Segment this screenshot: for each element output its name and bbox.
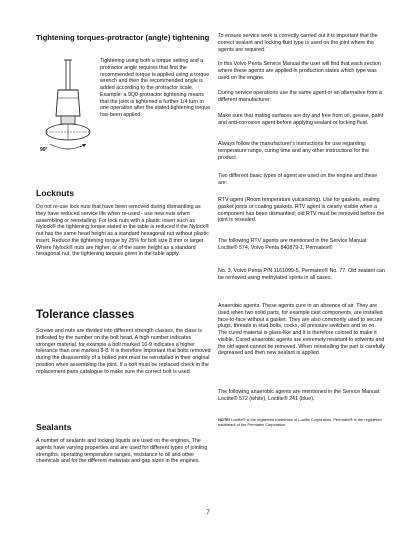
figure-angle-label: 90° (40, 147, 48, 153)
agent-types-paragraph: Two different basic types of agent are used on the engine and these are: (218, 173, 378, 186)
rtv-agents-continued-paragraph: No. 3, Volvo Penta P/N 1161099-5, Permatex® No. 77. Old sealant can be removed using methylated spirits in all cases. (218, 268, 385, 281)
page-number: 7 (206, 509, 210, 516)
torque-heading: Tightening torques-protractor (angle) tightening (36, 33, 210, 42)
note-label: NOTE! (218, 417, 231, 422)
manual-sections-paragraph: In this Volvo Penta Service Manual the user will find that each section where these agents are applied in production states which type was used on the engine. (218, 61, 381, 81)
torque-paragraph: Tightening using both a torque setting and a protractor angle requires that first the recommended torque is applied using a torque wrench and then the recommended angle is added according to the protractor scale. Example: a 9Q0 protractor tightening means that the joint is tightened a further 1/4 turn in one operation after the stated tightening torque has been applied. (100, 58, 211, 118)
rtv-agents-list-paragraph: The following RTV agents are mentioned in the Service Manual: Loctite® 574, Volvo Penta 840879-1, Permatex® (218, 238, 368, 251)
mating-surfaces-paragraph: Make sure that mating surfaces are dry and free from oil, grease, paint and anti-corrosion agent before applying sealant or locking fluid. (218, 113, 384, 126)
locknuts-paragraph: Do not re-use lock nuts that have been removed during dismantling as they have reduced service life when re-used - use new nuts when assembling or reinstalling. For lock nuts with a plastic insert such as Nylock® the tightening torque stated in the table is reduced if the Nylock® nut has the same head height as a standard hexagonal nut without plastic insert. Reduce the tightening torque by 25% for bolt size 8 mm or larger. Where Nylock® nuts are higher, or of the same height as a standard hexagonal nut, the tightening torques given in the table apply. (36, 204, 209, 258)
locknuts-heading: Locknuts (36, 188, 75, 198)
rtv-agent-paragraph: RTV agent (Room temperature vulcanizing). Use for gaskets, sealing gasket joints or coating gaskets. RTV agent is clearly visible when a component has been dismantled; old RTV must be removed before the joint is resealed. (218, 197, 385, 224)
anaerobic-agents-paragraph: Anaerobic agents. These agents cure in an absence of air. They are used when two solid parts, for example cast components, are installed face-to-face without a gasket. They are also commonly used to secure plugs, threads in stud bolts, cocks, oil pressure switches and so on. The cured material is glass-like and it is therefore colored to make it visible. Cured anaerobic agents are extremely resistant to solvents and the old agent cannot be removed. When reinstalling the part is carefully degreased and then new sealant is applied. (218, 303, 385, 357)
manufacturer-instructions-paragraph: Always follow the manufacturer's instructions for use regarding; temperature range, curing time and any other instructions for the product. (218, 141, 370, 161)
note-text: Loctite® is the registered trademark of Loctite Corporation, Permatex® is the registered trademark of the Permatex Corporation. (218, 417, 382, 427)
sealant-intro-paragraph: To ensure service work is correctly carried out it is important that the correct sealant and locking fluid type is used on the joint where the agents are required. (218, 33, 378, 53)
torque-wrench-figure (36, 58, 100, 158)
tolerance-heading: Tolerance classes (36, 309, 135, 321)
sealants-heading: Sealants (36, 422, 72, 432)
trademark-note (218, 417, 386, 427)
anaerobic-agents-list-paragraph: The following anaerobic agents are mentioned in the Service Manual: Loctite® 572 (white), Loctite® 241 (blue). (218, 389, 381, 402)
sealants-paragraph: A number of sealants and locking liquids are used on the engines. The agents have varying properties and are used for different types of jointing strengths, operating temperature ranges, resistance to oil and other chemicals and for the different materials and gap sizes in the engines. (36, 438, 208, 465)
service-operations-paragraph: During service operations use the same agent or an alternative from a different manufacturer. (218, 90, 382, 103)
tolerance-paragraph: Screws and nuts are divided into different strength classes, the class is indicated by the number on the bolt head. A high number indicates stronger material, for example a bolt marked 10-9 indicates a higher tolerance than one marked 8-8. It is therefore important that bolts removed during the disassembly of a bolted joint must be reinstalled in their original position when assembling the joint. If a bolt must be replaced check in the replacement parts catalogue to make sure the correct bolt is used. (36, 328, 211, 375)
